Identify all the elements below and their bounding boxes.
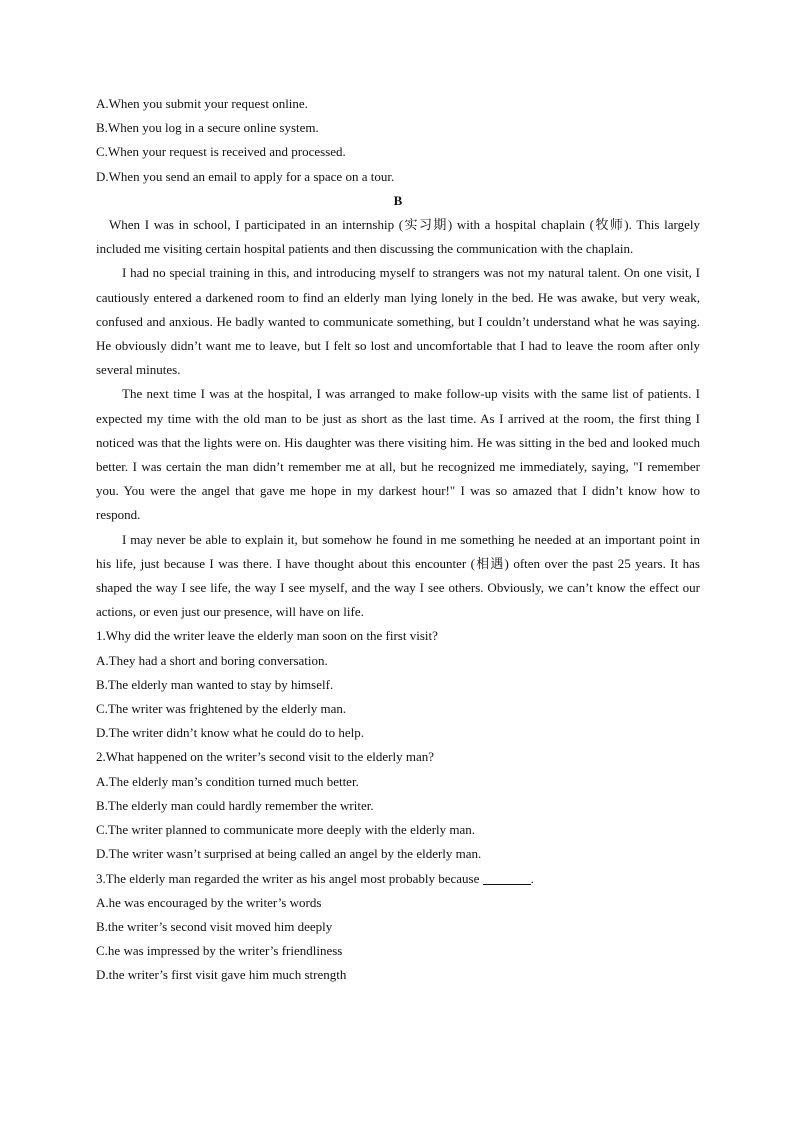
- question-2-option-a: A.The elderly man’s condition turned much better.: [96, 773, 359, 789]
- passage-paragraph-2: I had no special training in this, and introducing myself to strangers was not my natural talent. On one visit, I cautiously entered a darkened room to find an elderly man lying lonely in the bed. He was awake, but very weak, confused and anxious. He badly wanted to communicate something, but I couldn’t understand what he was saying. He obviously didn’t want me to leave, but I felt so lost and uncomfortable that I had to leave the room after only several minutes.: [96, 265, 700, 378]
- question-1-stem: 1.Why did the writer leave the elderly man soon on the first visit?: [96, 628, 438, 644]
- answer-blank: [483, 870, 531, 885]
- question-3-option-a: A.he was encouraged by the writer’s words: [96, 894, 322, 910]
- prev-option-c: C.When your request is received and processed.: [96, 144, 346, 160]
- question-3-option-c: C.he was impressed by the writer’s friendliness: [96, 943, 343, 959]
- passage-paragraph-4: I may never be able to explain it, but somehow he found in me something he needed at an important point in his life, just because I was there. I have thought about this encounter (相遇) often over the past 25 years. It has shaped the way I see life, the way I see myself, and the way I see others. Obviously, we can’t know the effect our actions, or even just our presence, will have on life.: [96, 531, 700, 620]
- question-3-stem: 3.The elderly man regarded the writer as his angel most probably because: [96, 870, 480, 886]
- section-title: B: [393, 192, 403, 208]
- question-2-option-b: B.The elderly man could hardly remember the writer.: [96, 797, 374, 813]
- question-1-option-b: B.The elderly man wanted to stay by himself.: [96, 676, 334, 692]
- prev-option-b: B.When you log in a secure online system.: [96, 120, 319, 136]
- question-3-option-b: B.the writer’s second visit moved him deeply: [96, 918, 333, 934]
- question-2-option-d: D.The writer wasn’t surprised at being called an angel by the elderly man.: [96, 846, 482, 862]
- question-2-stem: 2.What happened on the writer’s second visit to the elderly man?: [96, 749, 435, 765]
- question-1-option-a: A.They had a short and boring conversation.: [96, 652, 328, 668]
- prev-option-d: D.When you send an email to apply for a space on a tour.: [96, 168, 395, 184]
- question-1-option-c: C.The writer was frightened by the elderly man.: [96, 701, 347, 717]
- question-2-option-c: C.The writer planned to communicate more deeply with the elderly man.: [96, 822, 476, 838]
- passage-paragraph-1: When I was in school, I participated in an internship (实习期) with a hospital chaplain (牧师). This largely included me visiting certain hospital patients and then discussing the communication with the chaplain.: [96, 217, 700, 257]
- question-3-option-d: D.the writer’s first visit gave him much strength: [96, 967, 347, 983]
- question-3-stem-line: [96, 867, 700, 891]
- question-3-stem-end: .: [530, 870, 534, 886]
- question-1-option-d: D.The writer didn’t know what he could do to help.: [96, 725, 365, 741]
- prev-option-a: A.When you submit your request online.: [96, 96, 308, 111]
- passage-paragraph-3: The next time I was at the hospital, I was arranged to make follow-up visits with the same list of patients. I expected my time with the old man to be just as short as the last time. As I arrived at the room, the first thing I noticed was that the lights were on. His daughter was there visiting him. He was sitting in the bed and looked much better. I was certain the man didn’t remember me at all, but he recognized me immediately, saying, "I remember you. You were the angel that gave me hope in my darkest hour!" I was so amazed that I didn’t know how to respond.: [96, 386, 700, 523]
- document-page: [96, 92, 700, 988]
